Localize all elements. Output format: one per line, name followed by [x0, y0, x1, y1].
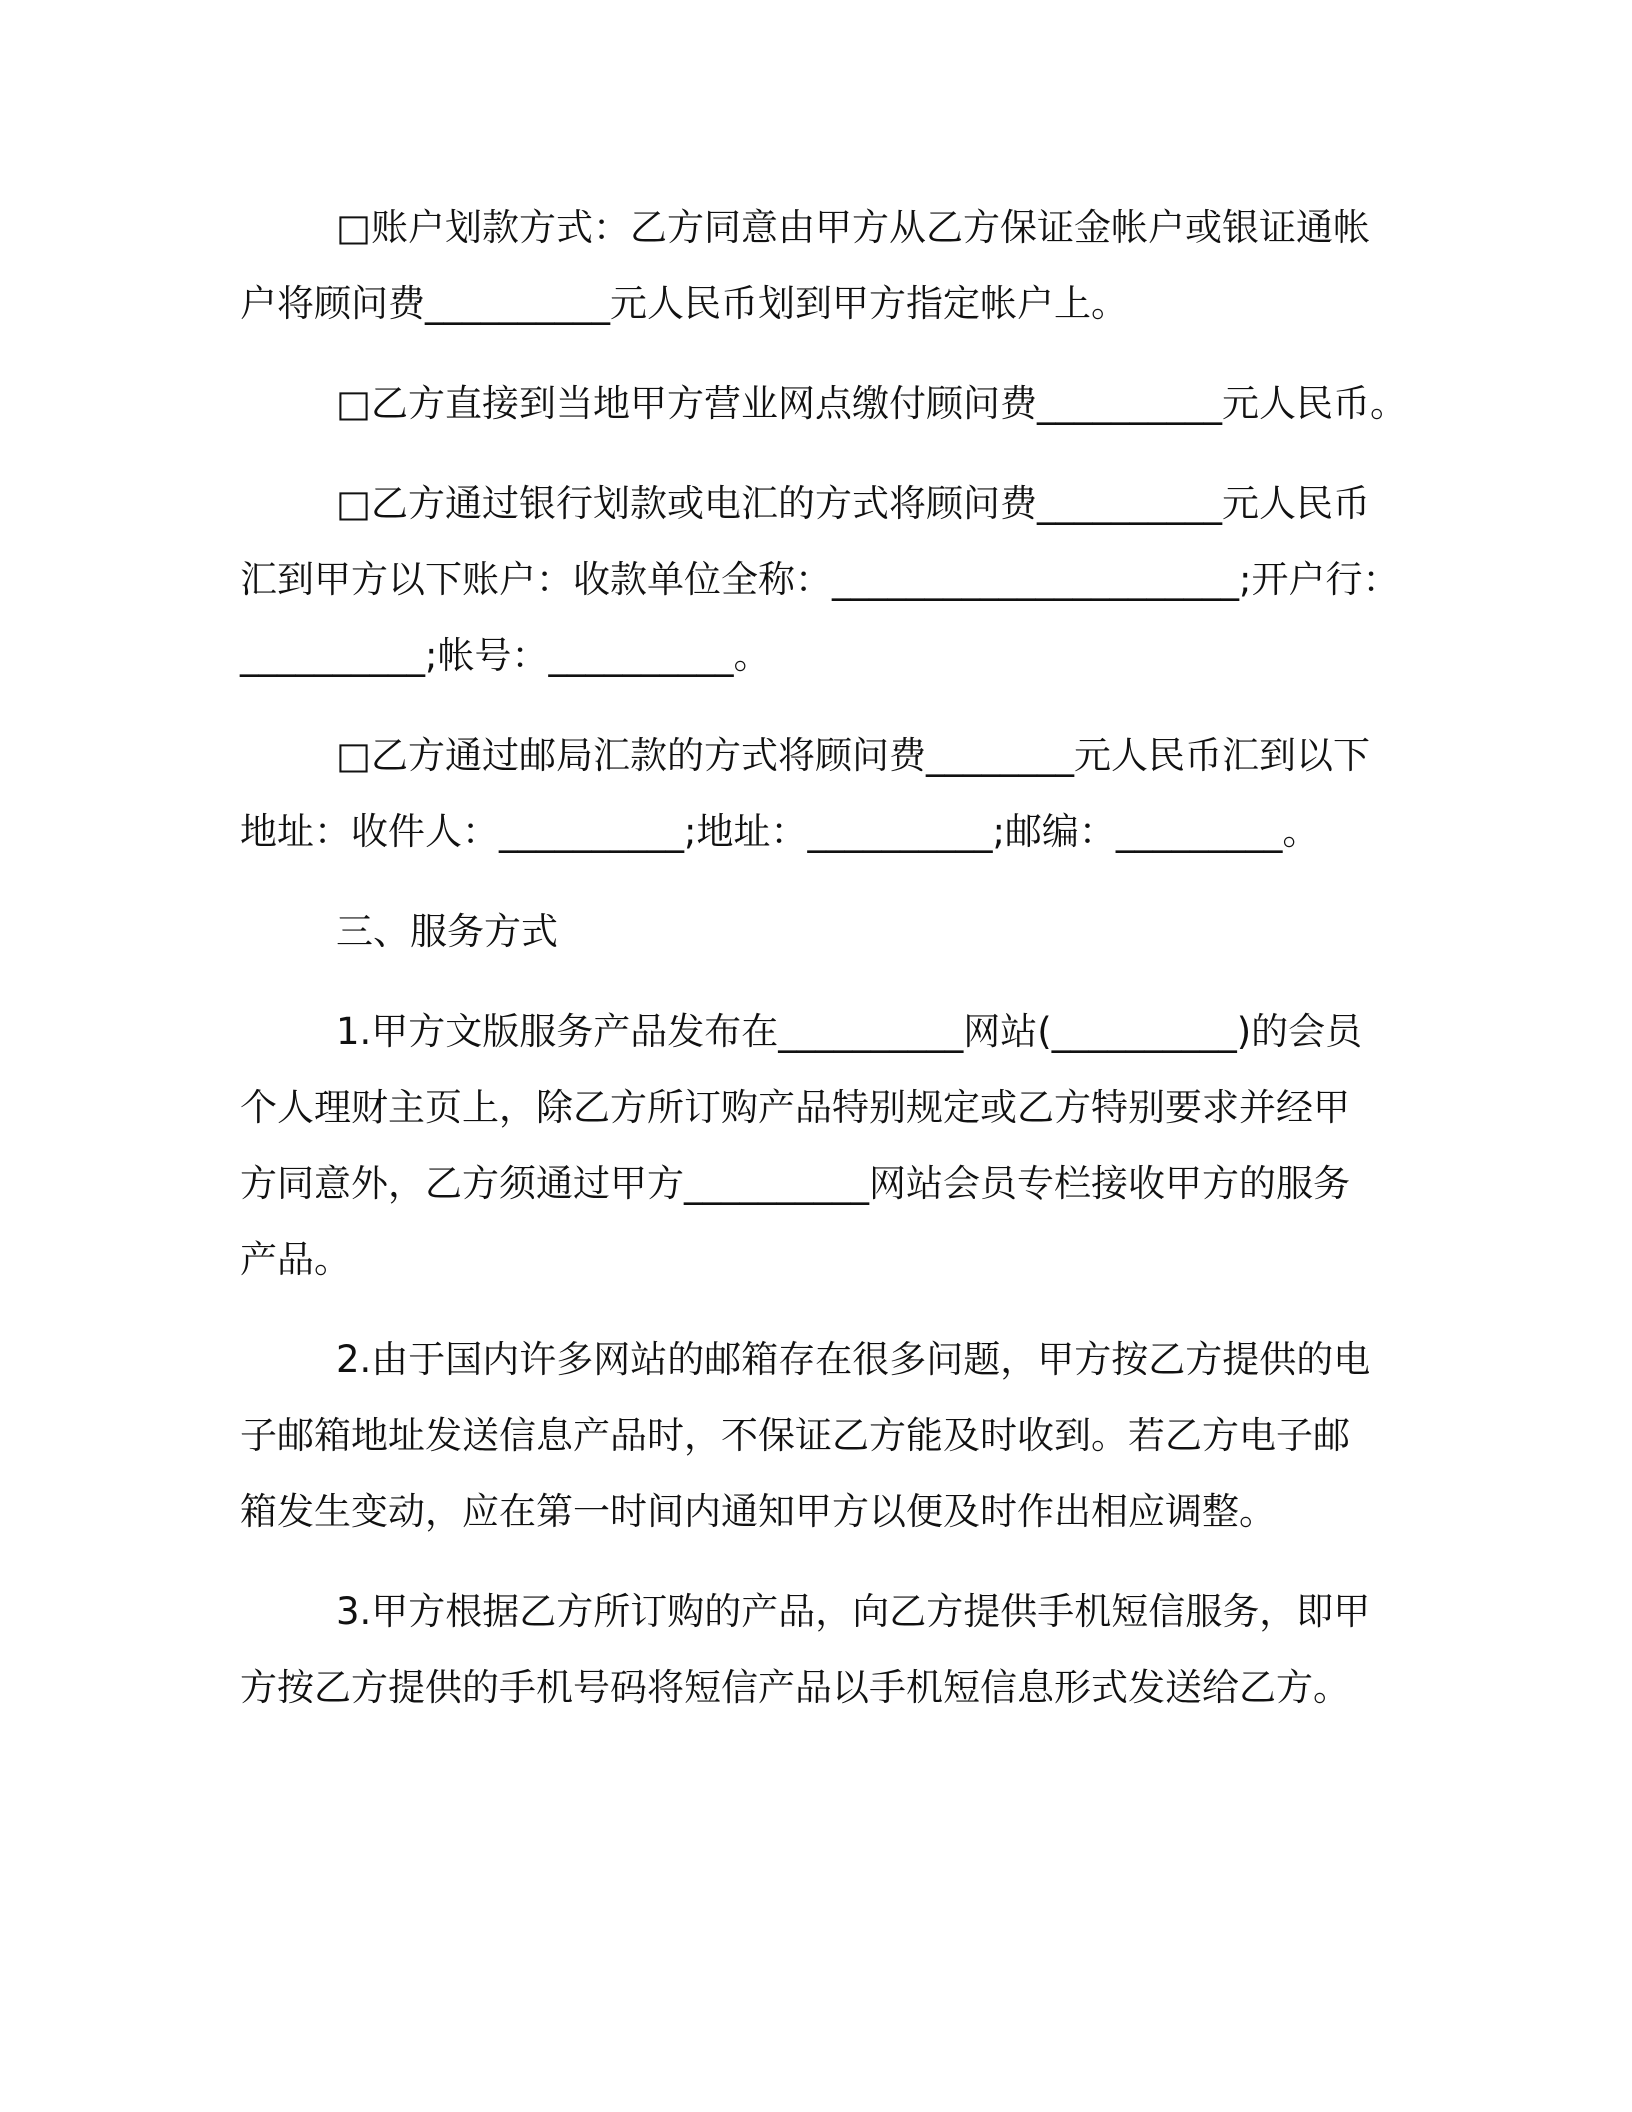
text-line: 个人理财主页上，除乙方所订购产品特别规定或乙方特别要求并经甲 — [240, 1086, 1350, 1129]
text-line: 子邮箱地址发送信息产品时，不保证乙方能及时收到。若乙方电子邮 — [240, 1414, 1350, 1457]
text-line: □账户划款方式：乙方同意由甲方从乙方保证金帐户或银证通帐 — [336, 206, 1370, 249]
text-line: 产品。 — [240, 1238, 351, 1281]
service-item-3 — [240, 1574, 1410, 1726]
document-page — [240, 190, 1410, 1726]
text-line: 汇到甲方以下账户：收款单位全称：______________________;开户行： — [240, 558, 1400, 601]
text-line: □乙方直接到当地甲方营业网点缴付顾问费__________元人民币。 — [336, 382, 1407, 425]
text-line: __________;帐号：__________。 — [240, 634, 771, 677]
service-item-2 — [240, 1322, 1410, 1550]
text-line: □乙方通过邮局汇款的方式将顾问费________元人民币汇到以下 — [336, 734, 1370, 777]
payment-option-postal-remittance — [240, 718, 1410, 870]
text-line: □乙方通过银行划款或电汇的方式将顾问费__________元人民币 — [336, 482, 1370, 525]
text-line: 2.由于国内许多网站的邮箱存在很多问题，甲方按乙方提供的电 — [336, 1338, 1371, 1381]
text-line: 3.甲方根据乙方所订购的产品，向乙方提供手机短信服务，即甲 — [336, 1590, 1371, 1633]
service-item-1 — [240, 994, 1410, 1298]
text-line: 户将顾问费__________元人民币划到甲方指定帐户上。 — [240, 282, 1128, 325]
payment-option-local-branch — [240, 366, 1410, 442]
text-line: 箱发生变动，应在第一时间内通知甲方以便及时作出相应调整。 — [240, 1490, 1276, 1533]
section-heading: 三、服务方式 — [336, 910, 558, 953]
text-line: 方按乙方提供的手机号码将短信产品以手机短信息形式发送给乙方。 — [240, 1666, 1350, 1709]
text-line: 1.甲方文版服务产品发布在__________网站(__________)的会员 — [336, 1010, 1363, 1053]
payment-option-bank-wire — [240, 466, 1410, 694]
text-line: 地址：收件人：__________;地址：__________;邮编：_________。 — [240, 810, 1320, 853]
payment-option-account-transfer — [240, 190, 1410, 342]
text-line: 方同意外，乙方须通过甲方__________网站会员专栏接收甲方的服务 — [240, 1162, 1350, 1205]
